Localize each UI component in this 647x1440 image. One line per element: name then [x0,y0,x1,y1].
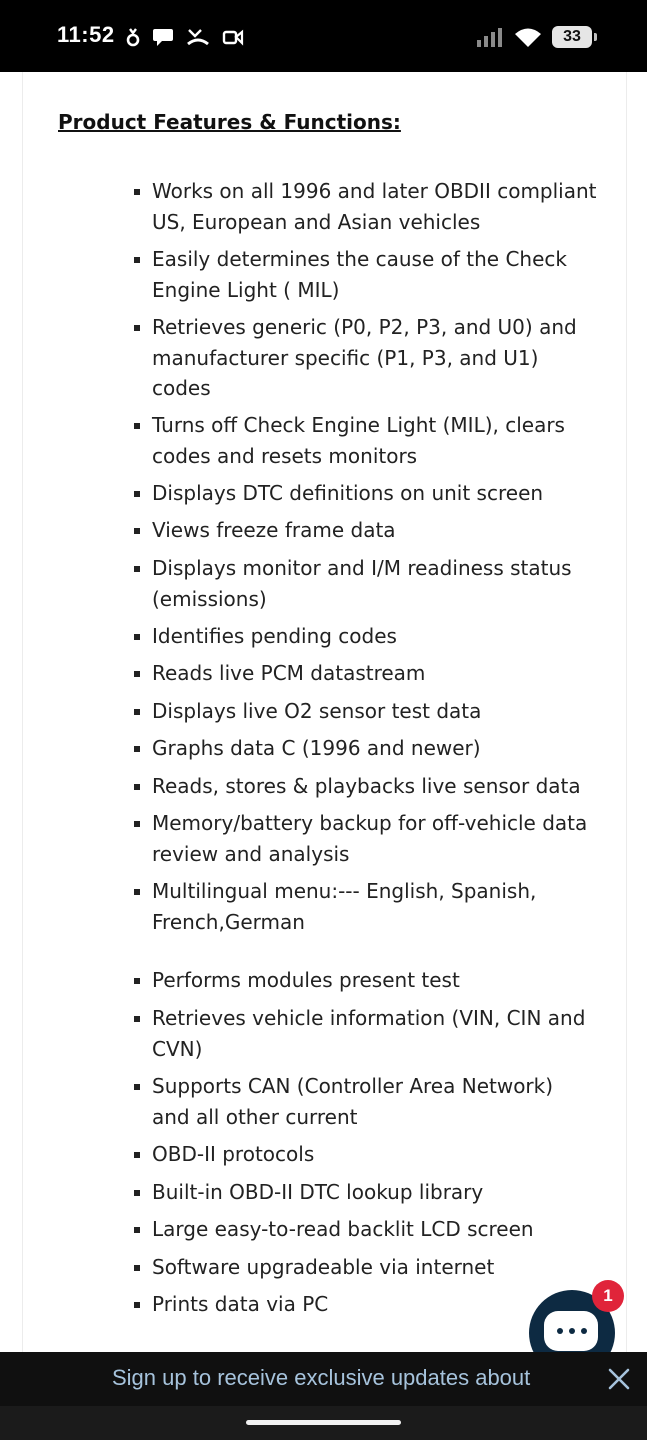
list-item [152,478,597,509]
list-item [152,808,597,869]
feature-text: Displays monitor and I/M readiness status (emissions) [152,556,572,611]
chat-notification-icon [152,27,174,47]
list-item [152,658,597,689]
bullet-icon [134,1265,140,1271]
list-item [152,553,597,614]
list-item [152,1071,597,1132]
feature-text: Turns off Check Engine Light (MIL), clears codes and resets monitors [152,413,565,468]
feature-text: Identifies pending codes [152,624,397,648]
notification-icon [126,27,140,47]
status-icons-right [476,24,592,50]
bullet-icon [134,423,140,429]
feature-text: Reads, stores & playbacks live sensor data [152,774,581,798]
close-banner-button[interactable] [604,1364,634,1394]
list-item [152,176,597,237]
chat-unread-badge: 1 [592,1280,624,1312]
signal-icon [476,26,504,48]
close-icon [604,1364,634,1394]
bullet-icon [134,978,140,984]
feature-text: OBD-II protocols [152,1142,315,1166]
list-item [152,515,597,546]
list-item [152,1003,597,1064]
list-item [152,733,597,764]
bullet-icon [134,257,140,263]
list-item [152,965,597,996]
bullet-icon [134,566,140,572]
bullet-icon [134,746,140,752]
bullet-icon [134,1152,140,1158]
feature-text: Multilingual menu:--- English, Spanish, French,German [152,879,537,934]
list-item [152,1214,597,1245]
video-icon [222,27,244,47]
bullet-icon [134,528,140,534]
feature-text: Views freeze frame data [152,518,396,542]
bullet-icon [134,709,140,715]
feature-text: Performs modules present test [152,968,460,992]
signup-banner-text[interactable]: Sign up to receive exclusive updates about [112,1365,531,1390]
bullet-icon [134,889,140,895]
list-item [152,1177,597,1208]
bullet-icon [134,1084,140,1090]
bullet-icon [134,491,140,497]
bullet-icon [134,821,140,827]
wifi-icon [514,26,542,48]
feature-text: Graphs data C (1996 and newer) [152,736,481,760]
section-title: Product Features & Functions: [58,110,401,134]
feature-text: Reads live PCM datastream [152,661,426,685]
home-indicator[interactable] [246,1420,401,1425]
chat-icon [544,1311,598,1351]
battery-icon: 33 [552,26,592,48]
status-icons-left [126,25,244,49]
bullet-icon [134,1190,140,1196]
bullet-icon [134,784,140,790]
feature-text: Prints data via PC [152,1292,329,1316]
status-time: 11:52 [57,22,115,47]
feature-text: Displays DTC definitions on unit screen [152,481,544,505]
bullet-icon [134,1302,140,1308]
feature-text: Retrieves vehicle information (VIN, CIN and CVN) [152,1006,586,1061]
feature-text: Software upgradeable via internet [152,1255,495,1279]
list-item [152,696,597,727]
bullet-icon [134,189,140,195]
list-item [152,410,597,471]
feature-text: Easily determines the cause of the Check Engine Light ( MIL) [152,247,567,302]
list-item [152,1252,597,1283]
feature-text: Memory/battery backup for off-vehicle data review and analysis [152,811,588,866]
feature-text: Supports CAN (Controller Area Network) and all other current [152,1074,554,1129]
list-item [152,1289,597,1320]
list-item [152,876,597,937]
bullet-icon [134,671,140,677]
signup-banner[interactable] [0,1352,647,1406]
feature-text: Large easy-to-read backlit LCD screen [152,1217,534,1241]
list-item [152,312,597,404]
feature-text: Retrieves generic (P0, P2, P3, and U0) and manufacturer specific (P1, P3, and U1) codes [152,315,577,400]
feature-text: Built-in OBD-II DTC lookup library [152,1180,484,1204]
bullet-icon [134,1016,140,1022]
status-bar [0,0,647,72]
feature-text: Works on all 1996 and later OBDII compliant US, European and Asian vehicles [152,179,597,234]
bullet-icon [134,325,140,331]
bullet-icon [134,634,140,640]
bullet-icon [134,1227,140,1233]
navigation-gesture-area [0,1406,647,1440]
list-item [152,771,597,802]
list-item [152,244,597,305]
list-item [152,621,597,652]
missed-call-icon [186,27,210,47]
feature-text: Displays live O2 sensor test data [152,699,482,723]
list-item [152,1139,597,1170]
